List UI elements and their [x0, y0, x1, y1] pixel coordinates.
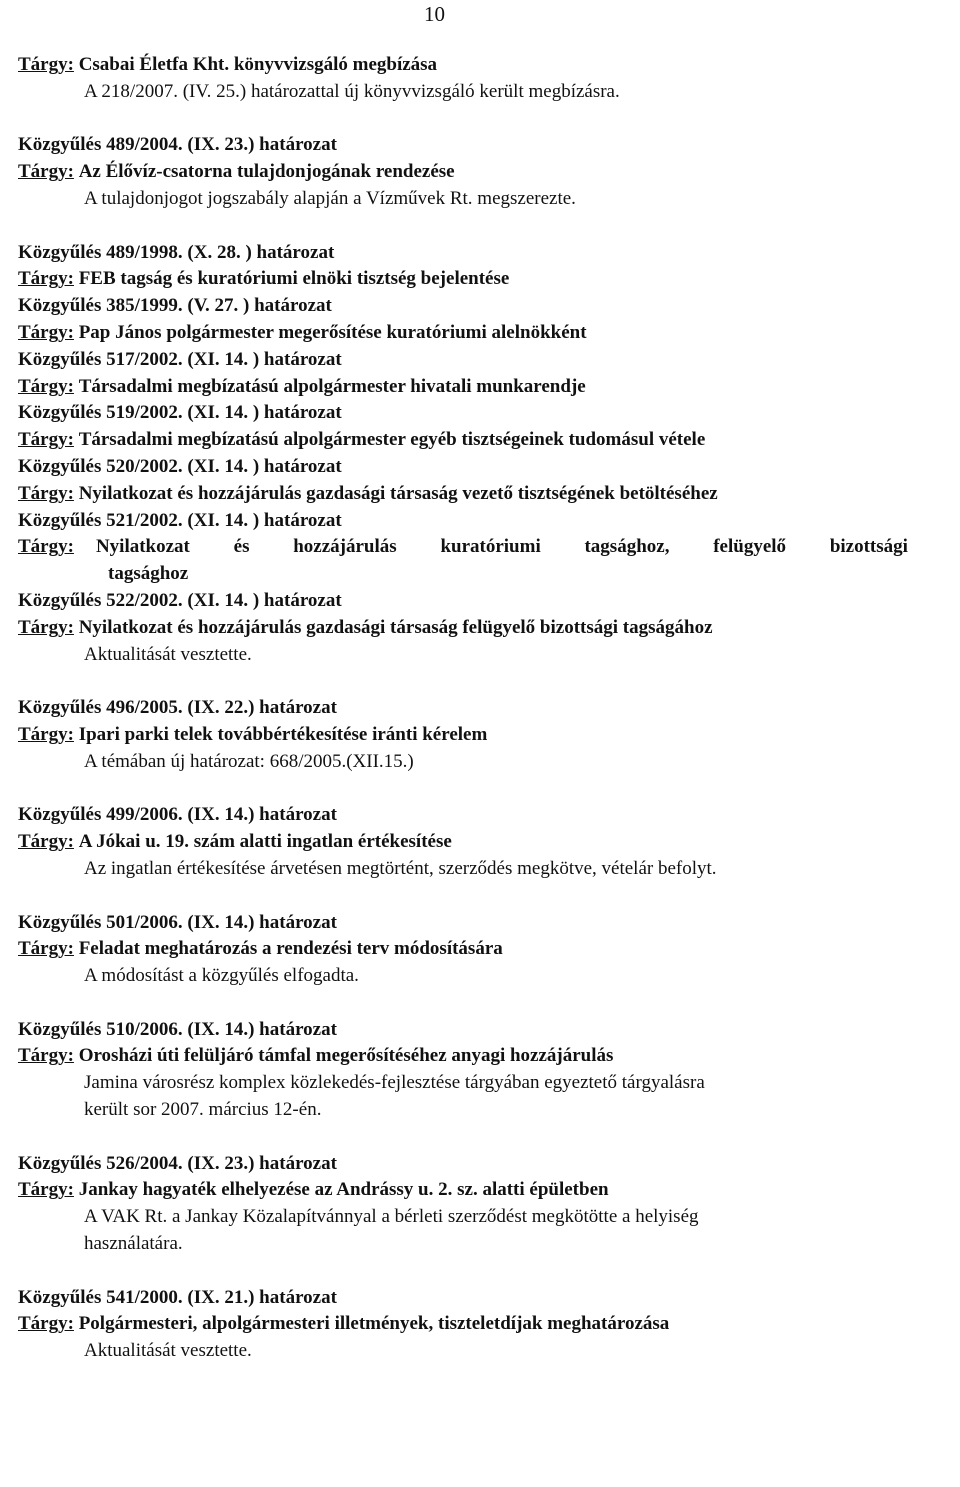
status-note: Jamina városrész komplex közlekedés-fejlesztése tárgyában egyeztető tárgyalásra	[84, 1072, 705, 1094]
subject-text: Orosházi úti felüljáró támfal megerősítéséhez anyagi hozzájárulás	[78, 1045, 614, 1067]
subject-label: Tárgy:	[18, 938, 74, 960]
subject-text: Nyilatkozat és hozzájárulás gazdasági társaság felügyelő bizottsági tagságához	[78, 616, 713, 638]
page-number: 10	[424, 2, 445, 26]
subject-text: Polgármesteri, alpolgármesteri illetmények, tiszteletdíjak meghatározása	[78, 1313, 670, 1335]
subject-label: Tárgy:	[18, 831, 74, 853]
resolution-entry	[18, 1285, 938, 1365]
status-note: A 218/2007. (IV. 25.) határozattal új könyvvizsgáló került megbízásra.	[84, 80, 620, 102]
status-note: használatára.	[84, 1233, 183, 1255]
subject-text: Nyilatkozat és hozzájárulás gazdasági társaság vezető tisztségének betöltéséhez	[78, 482, 718, 504]
resolution-entry	[18, 52, 938, 106]
subject-label: Tárgy:	[18, 375, 74, 397]
resolution-ref: Közgyűlés 489/2004. (IX. 23.) határozat	[18, 134, 337, 156]
resolution-ref: Közgyűlés 522/2002. (XI. 14. ) határozat	[18, 589, 342, 611]
subject-label: Tárgy:	[18, 1045, 74, 1067]
resolution-entry	[18, 802, 938, 882]
subject-word: felügyelő	[713, 536, 787, 558]
status-note: A módosítást a közgyűlés elfogadta.	[84, 965, 359, 987]
status-note: Az ingatlan értékesítése árvetésen megtörtént, szerződés megkötve, vételár befolyt.	[84, 857, 717, 879]
resolution-group	[18, 240, 938, 669]
subject-label: Tárgy:	[18, 321, 74, 343]
status-note: A tulajdonjogot jogszabály alapján a Vízművek Rt. megszerezte.	[84, 187, 576, 209]
subject-label: Tárgy:	[18, 161, 74, 183]
subject-label: Tárgy:	[18, 1313, 74, 1335]
subject-text-continued: tagsághoz	[108, 563, 189, 585]
resolution-ref: Közgyűlés 521/2002. (XI. 14. ) határozat	[18, 509, 342, 531]
subject-text: A Jókai u. 19. szám alatti ingatlan értékesítése	[78, 831, 452, 853]
subject-word: bizottsági	[829, 536, 908, 558]
subject-text: Az Élővíz-csatorna tulajdonjogának rendezése	[78, 161, 455, 183]
resolution-ref: Közgyűlés 501/2006. (IX. 14.) határozat	[18, 911, 337, 933]
subject-text: Jankay hagyaték elhelyezése az Andrássy u. 2. sz. alatti épületben	[78, 1179, 609, 1201]
subject-text: Pap János polgármester megerősítése kuratóriumi alelnökként	[78, 321, 587, 343]
resolution-ref: Közgyűlés 489/1998. (X. 28. ) határozat	[18, 241, 335, 263]
status-note: Aktualitását vesztette.	[84, 643, 252, 665]
subject-text-justified	[96, 534, 908, 561]
status-note: A témában új határozat: 668/2005.(XII.15.)	[84, 750, 414, 772]
subject-text: Társadalmi megbízatású alpolgármester egyéb tisztségeinek tudomásul vétele	[78, 429, 706, 451]
subject-label: Tárgy:	[18, 268, 74, 290]
subject-label: Tárgy:	[18, 429, 74, 451]
subject-word: és	[233, 536, 250, 558]
document-body	[18, 52, 938, 1365]
subject-word: tagsághoz,	[584, 536, 670, 558]
status-note: Aktualitását vesztette.	[84, 1340, 252, 1362]
subject-label: Tárgy:	[18, 723, 74, 745]
subject-text: Társadalmi megbízatású alpolgármester hivatali munkarendje	[78, 375, 586, 397]
resolution-ref: Közgyűlés 520/2002. (XI. 14. ) határozat	[18, 455, 342, 477]
subject-text: Ipari parki telek továbbértékesítése iránti kérelem	[78, 723, 488, 745]
subject-label: Tárgy:	[18, 536, 74, 558]
resolution-entry	[18, 695, 938, 775]
subject-text: FEB tagság és kuratóriumi elnöki tisztség bejelentése	[78, 268, 510, 290]
status-note: került sor 2007. március 12-én.	[84, 1099, 322, 1121]
resolution-ref: Közgyűlés 517/2002. (XI. 14. ) határozat	[18, 348, 342, 370]
subject-label: Tárgy:	[18, 616, 74, 638]
resolution-ref: Közgyűlés 510/2006. (IX. 14.) határozat	[18, 1018, 337, 1040]
subject-word: Nyilatkozat	[95, 536, 190, 558]
status-note: A VAK Rt. a Jankay Közalapítvánnyal a bérleti szerződést megkötötte a helyiség	[84, 1206, 699, 1228]
subject-text: Csabai Életfa Kht. könyvvizsgáló megbízása	[78, 54, 438, 75]
resolution-entry	[18, 132, 938, 212]
subject-label: Tárgy:	[18, 482, 74, 504]
subject-label: Tárgy:	[18, 54, 74, 75]
resolution-entry	[18, 910, 938, 990]
subject-text: Feladat meghatározás a rendezési terv módosítására	[78, 938, 503, 960]
resolution-entry	[18, 1151, 938, 1258]
subject-word: kuratóriumi	[440, 536, 541, 558]
resolution-ref: Közgyűlés 385/1999. (V. 27. ) határozat	[18, 295, 332, 317]
resolution-ref: Közgyűlés 519/2002. (XI. 14. ) határozat	[18, 402, 342, 424]
resolution-ref: Közgyűlés 541/2000. (IX. 21.) határozat	[18, 1286, 337, 1308]
subject-label: Tárgy:	[18, 1179, 74, 1201]
resolution-ref: Közgyűlés 499/2006. (IX. 14.) határozat	[18, 804, 337, 826]
subject-word: hozzájárulás	[293, 536, 397, 558]
resolution-ref: Közgyűlés 526/2004. (IX. 23.) határozat	[18, 1152, 337, 1174]
resolution-entry	[18, 1017, 938, 1124]
resolution-ref: Közgyűlés 496/2005. (IX. 22.) határozat	[18, 697, 337, 719]
